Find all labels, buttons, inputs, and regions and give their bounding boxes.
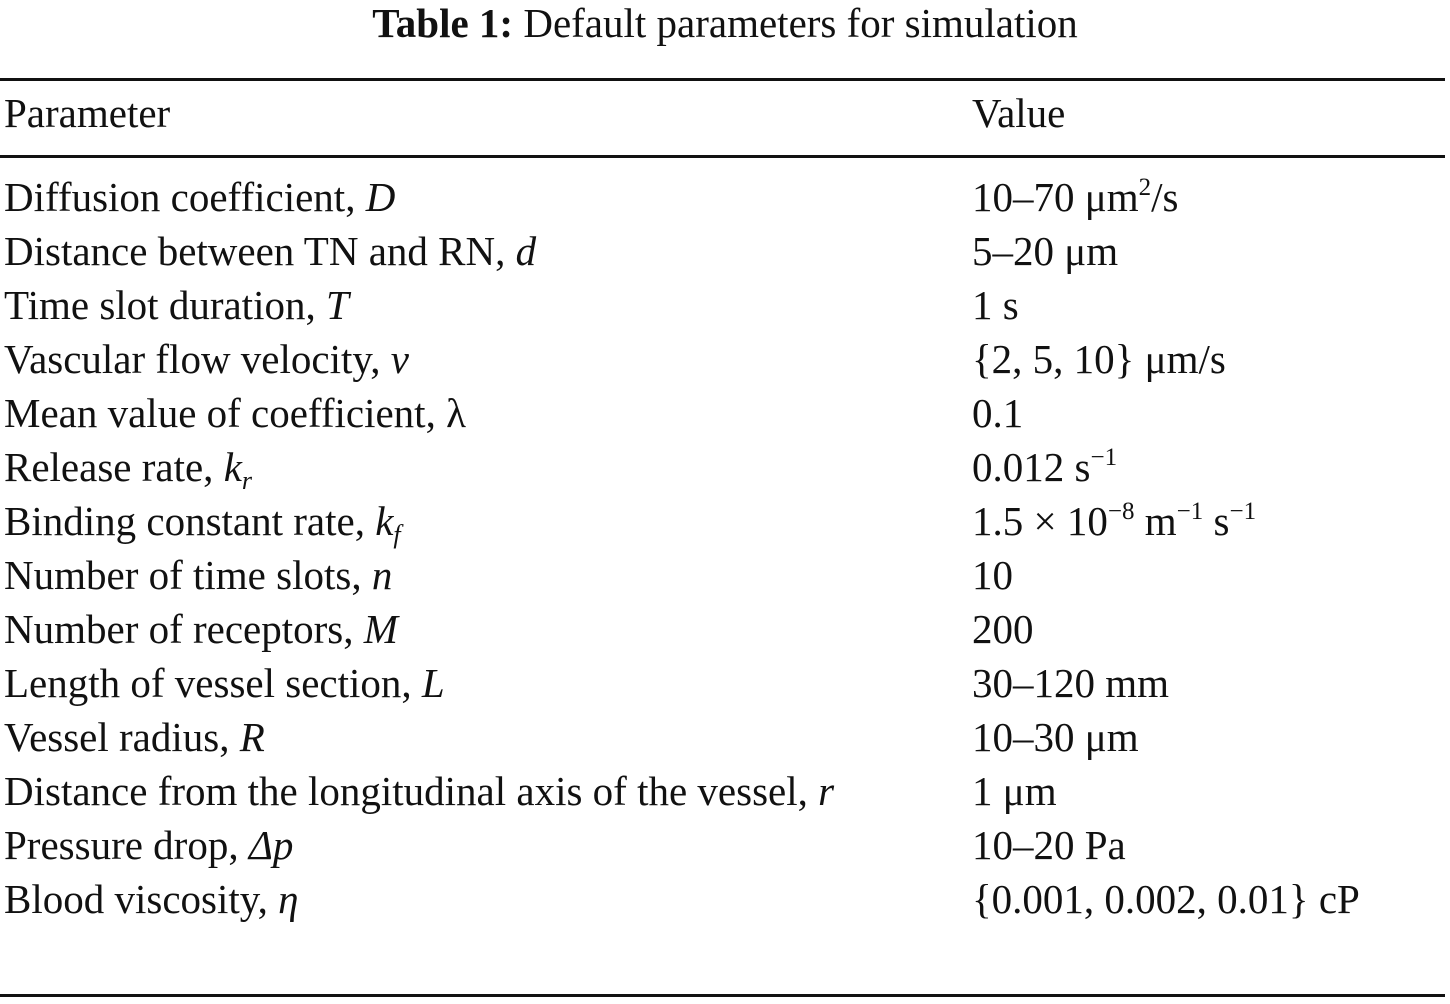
- value-cell: 1 s: [972, 282, 1019, 328]
- table-row: [4, 872, 1442, 926]
- value-cell: $1.5 \times 10^{-8}$ $m^{-1}$ $s^{-1}$: [972, 498, 1257, 544]
- param-cell: Mean value of coefficient, λ: [4, 390, 466, 436]
- value-cell: 10–70 $\mu m^2/s$: [972, 174, 1179, 220]
- value-cell: 30–120 mm: [972, 660, 1170, 706]
- table-top-rule: [0, 78, 1445, 81]
- table-header-row: [4, 88, 1442, 150]
- param-cell: Vessel radius, R: [4, 714, 265, 760]
- param-cell: Number of time slots, n: [4, 552, 393, 598]
- parameters-table: [4, 88, 1442, 926]
- table-row: [4, 764, 1442, 818]
- table-bottom-rule: [0, 994, 1445, 997]
- param-cell: Pressure drop, Δp: [4, 822, 294, 868]
- table-caption: [0, 0, 1450, 46]
- table-row: [4, 602, 1442, 656]
- value-cell: 1 μm: [972, 768, 1057, 814]
- value-cell: 10: [972, 552, 1013, 598]
- param-cell: Diffusion coefficient, D: [4, 174, 396, 220]
- param-cell: Length of vessel section, L: [4, 660, 445, 706]
- param-cell: Distance from the longitudinal axis of the vessel, r: [4, 768, 835, 814]
- value-cell: 10–20 Pa: [972, 822, 1126, 868]
- value-cell: {2, 5, 10} μm/s: [972, 336, 1226, 382]
- caption-label: Table 1:: [372, 0, 514, 46]
- table-row: [4, 710, 1442, 764]
- value-cell: 0.1: [972, 390, 1024, 436]
- table-row: [4, 224, 1442, 278]
- table-row: [4, 386, 1442, 440]
- param-cell: Number of receptors, M: [4, 606, 398, 652]
- value-cell: 0.012 $s^{-1}$: [972, 444, 1118, 490]
- param-cell: Release rate, $k_r$: [4, 444, 253, 495]
- table-row: [4, 548, 1442, 602]
- param-cell: Binding constant rate, $k_f$: [4, 498, 401, 549]
- param-cell: Distance between TN and RN, d: [4, 228, 537, 274]
- table-row: [4, 494, 1442, 548]
- table-row: [4, 332, 1442, 386]
- table-row: [4, 278, 1442, 332]
- table-row: [4, 656, 1442, 710]
- param-cell: Time slot duration, T: [4, 282, 349, 328]
- param-cell: Blood viscosity, η: [4, 876, 299, 922]
- value-cell: {0.001, 0.002, 0.01} cP: [972, 876, 1360, 922]
- header-value: Value: [972, 90, 1066, 136]
- value-cell: 5–20 μm: [972, 228, 1119, 274]
- table-row: [4, 170, 1442, 224]
- value-cell: 10–30 μm: [972, 714, 1139, 760]
- table-row: [4, 440, 1442, 494]
- table-row: [4, 818, 1442, 872]
- value-cell: 200: [972, 606, 1034, 652]
- caption-text: Default parameters for simulation: [523, 0, 1078, 46]
- header-parameter: Parameter: [4, 90, 171, 136]
- param-cell: Vascular flow velocity, v: [4, 336, 409, 382]
